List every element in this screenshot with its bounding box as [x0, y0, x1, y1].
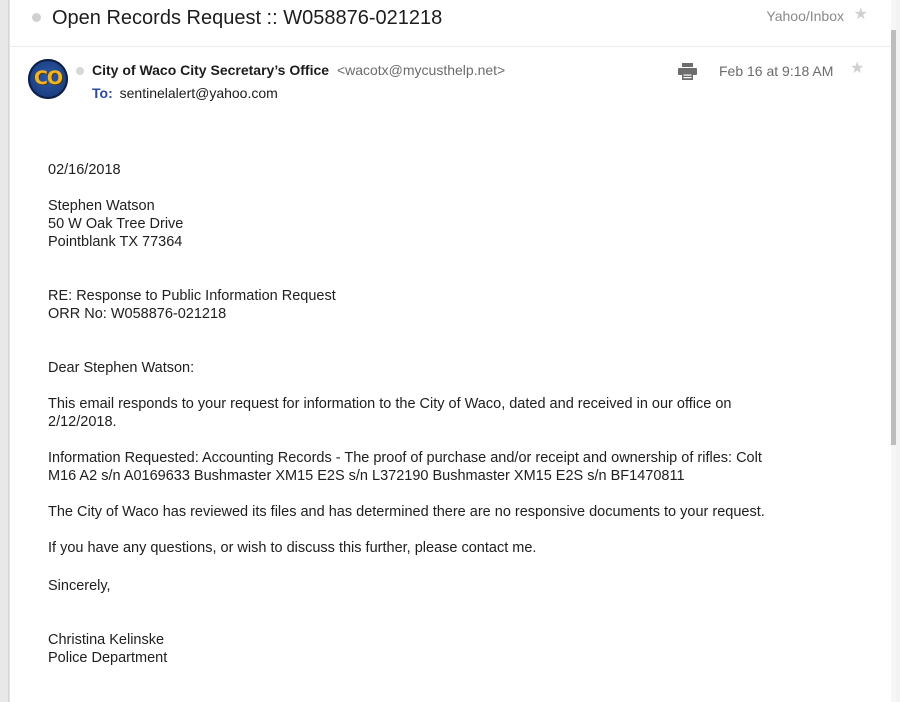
avatar[interactable]	[28, 59, 68, 99]
paragraph-4: If you have any questions, or wish to discuss this further, please contact me.	[48, 540, 537, 556]
paragraph-2-line-1: Information Requested: Accounting Records - The proof of purchase and/or receipt and ownership of rifles: Colt	[48, 450, 762, 466]
signer-department: Police Department	[48, 650, 168, 666]
left-gutter	[0, 0, 9, 702]
message-body	[48, 161, 868, 667]
star-icon[interactable]: ★	[850, 60, 865, 77]
closing: Sincerely,	[48, 578, 111, 594]
recipient-city: Pointblank TX 77364	[48, 234, 183, 250]
paragraph-1-line-1: This email responds to your request for information to the City of Waco, dated and received in our office on	[48, 396, 732, 412]
read-status-dot-icon[interactable]	[76, 67, 84, 75]
star-icon[interactable]: ★	[853, 6, 868, 23]
recipient-address[interactable]: sentinelalert@yahoo.com	[119, 85, 278, 101]
print-icon[interactable]	[678, 63, 697, 80]
paragraph-3: The City of Waco has reviewed its files and has determined there are no responsive documents to your request.	[48, 504, 765, 520]
avatar-initials: CO	[33, 67, 63, 89]
signer-name: Christina Kelinske	[48, 632, 165, 648]
salutation: Dear Stephen Watson:	[48, 360, 195, 376]
letter-date: 02/16/2018	[48, 162, 121, 178]
recipient-name: Stephen Watson	[48, 198, 155, 214]
paragraph-2-line-2: M16 A2 s/n A0169633 Bushmaster XM15 E2S s/n L372190 Bushmaster XM15 E2S s/n BF1470811	[48, 468, 685, 484]
sender-email[interactable]: <wacotx@mycusthelp.net>	[336, 62, 506, 78]
to-label: To:	[92, 85, 113, 101]
paragraph-1-line-2: 2/12/2018.	[48, 414, 117, 430]
message-panel	[9, 0, 896, 702]
message-date: Feb 16 at 9:18 AM	[719, 63, 834, 79]
sender-line	[92, 62, 505, 78]
unread-dot-icon[interactable]	[32, 13, 41, 22]
subject-title: Open Records Request :: W058876-021218	[52, 7, 443, 29]
recipient-street: 50 W Oak Tree Drive	[48, 216, 184, 232]
folder-label[interactable]: Yahoo/Inbox	[766, 8, 844, 24]
orr-line: ORR No: W058876-021218	[48, 306, 227, 322]
recipient-line	[92, 85, 278, 101]
scrollbar-thumb[interactable]	[891, 30, 896, 445]
scrollbar[interactable]	[891, 0, 896, 702]
sender-name[interactable]: City of Waco City Secretary’s Office	[92, 62, 330, 78]
subject-bar	[10, 0, 896, 47]
re-line: RE: Response to Public Information Request	[48, 288, 336, 304]
